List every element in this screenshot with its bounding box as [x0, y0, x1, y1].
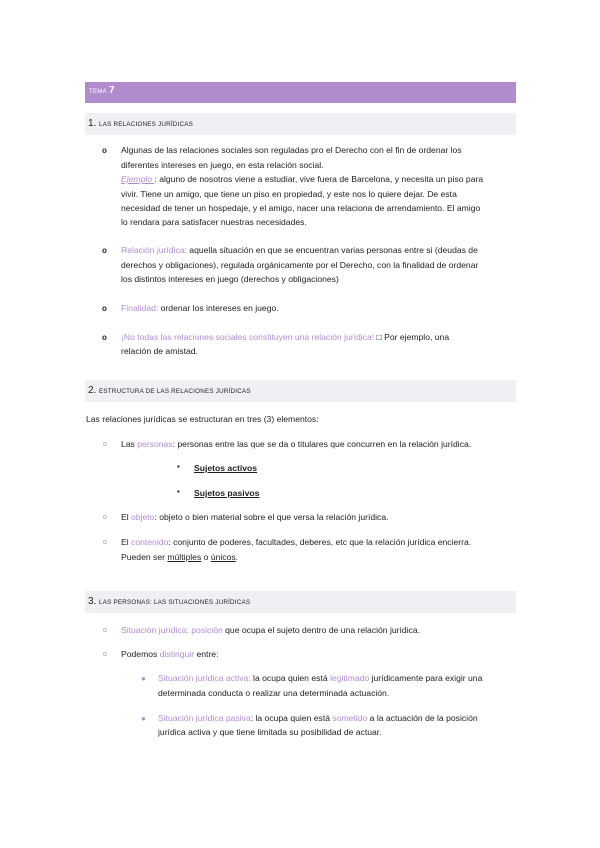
bullet-marker: o: [103, 651, 107, 658]
term-situacion-juridica: Situación jurídica: posición: [121, 625, 223, 635]
section-1-title: LAS RELACIONES JURÍDICAS: [99, 121, 194, 128]
s1-b4-line2: relación de amistad.: [121, 346, 198, 356]
section-2-number: 2.: [88, 385, 97, 396]
sub-bullet-marker: ▪: [177, 487, 180, 496]
section-2-header: [85, 380, 516, 402]
bullet-marker: o: [103, 627, 107, 634]
s1-b4-line1: ¡No todas las relaciones sociales constituyen una relación jurídica! □ Por ejemplo, una: [121, 332, 450, 342]
term-unicos: únicos: [210, 552, 236, 562]
s1-b1-line2: diferentes intereses en juego, en esta relación social.: [121, 160, 324, 170]
tema-label: TEMA: [89, 89, 107, 95]
s1-example-line3: necesidad de tener un hospedaje, y el amigo, nacer una relaciona de arrendamiento. El amigo: [121, 203, 481, 213]
term-personas: personas: [137, 439, 173, 449]
s2-p2: El objeto: objeto o bien material sobre el que versa la relación jurídica.: [121, 512, 389, 522]
term-finalidad: Finalidad:: [121, 303, 159, 313]
bullet-marker: o: [102, 146, 107, 155]
section-3-number: 3.: [88, 596, 97, 607]
example-label: Ejemplo: [121, 174, 155, 184]
section-1-number: 1.: [88, 118, 97, 129]
bullet-marker: o: [102, 333, 107, 342]
s1-b2-line3: los distintos intereses en juego (derechos y obligaciones): [121, 274, 339, 284]
term-situacion-activa: Situación jurídica activa:: [158, 673, 251, 683]
section-2-title: ESTRUCTURA DE LAS RELACIONES JURÍDICAS: [99, 388, 251, 395]
section-3-title: LAS PERSONAS: LAS SITUACIONES JURÍDICAS: [99, 599, 251, 606]
s1-example-line1: Ejemplo : alguno de nosotros viene a estudiar, vive fuera de Barcelona, y necesita un piso para: [121, 174, 484, 184]
term-no-todas: ¡No todas las relaciones sociales constituyen una relación jurídica!: [121, 332, 375, 342]
sub-bullet-marker: ●: [141, 714, 146, 723]
bullet-marker: o: [102, 246, 107, 255]
term-contenido: contenido: [131, 537, 169, 547]
s2-p3-line2: Pueden ser múltiples o únicos.: [121, 552, 239, 562]
term-situacion-pasiva: Situación jurídica pasiva: [158, 713, 251, 723]
s1-b2-line1: Relación jurídica: aquella situación en que se encuentran varias personas entre si (deudas de: [121, 245, 478, 255]
s3-r2-line1: Situación jurídica pasiva: la ocupa quien está sometido a la actuación de la posición: [158, 713, 478, 723]
term-objeto: objeto: [131, 512, 155, 522]
tema-number: 7: [109, 85, 115, 96]
s1-b2-line2: derechos y obligaciones), regulada orgánicamente por el Derecho, con la finalidad de ordenar: [121, 260, 479, 270]
bullet-marker: o: [102, 304, 107, 313]
s3-q1: Situación jurídica: posición que ocupa el sujeto dentro de una relación jurídica.: [121, 625, 421, 635]
s3-r1-line1: Situación jurídica activa: la ocupa quien está legitimado jurídicamente para exigir una: [158, 673, 483, 683]
tema-header: [85, 82, 516, 103]
s3-r2-line2: jurídica activa y que tiene limitada su posibilidad de actuar.: [158, 727, 382, 737]
s1-b1-line1: Algunas de las relaciones sociales son reguladas pro el Derecho con el fin de ordenar los: [121, 145, 462, 155]
section-3-header: [85, 591, 516, 613]
sub-bullet-marker: ▪: [177, 462, 180, 471]
term-sometido: sometido: [332, 713, 368, 723]
s1-b3: Finalidad: ordenar los intereses en juego.: [121, 303, 279, 313]
bullet-marker: o: [103, 514, 107, 521]
s2-p3-line1: El contenido: conjunto de poderes, facultades, deberes, etc que la relación jurídica encierra.: [121, 537, 472, 547]
s1-example-line4: lo rendara para satisfacer nuestras necesidades.: [121, 217, 307, 227]
bullet-marker: o: [103, 441, 107, 448]
section-1-header: [85, 113, 516, 135]
s2-intro: Las relaciones jurídicas se estructuran en tres (3) elementos:: [86, 414, 319, 424]
term-distinguir: distinguir: [159, 649, 195, 659]
sub-bullet-marker: ●: [141, 674, 146, 683]
s3-r1-line2: determinada conducta o realizar una determinada actuación.: [158, 688, 390, 698]
sujetos-activos: Sujetos activos: [194, 463, 258, 473]
term-legitimado: legitimado: [329, 673, 370, 683]
s1-example-line2: vivir. Tiene un amigo, que tiene un piso en propiedad, y este nos lo quiere dejar. De esta: [121, 189, 457, 199]
term-multiples: múltiples: [167, 552, 202, 562]
term-relacion-juridica: Relación jurídica:: [121, 245, 187, 255]
s2-p1: Las personas: personas entre las que se da o titulares que concurren en la relación jurídica.: [121, 439, 472, 449]
sujetos-pasivos: Sujetos pasivos: [194, 488, 260, 498]
bullet-marker: o: [103, 539, 107, 546]
s3-q2: Podemos distinguir entre:: [121, 649, 219, 659]
